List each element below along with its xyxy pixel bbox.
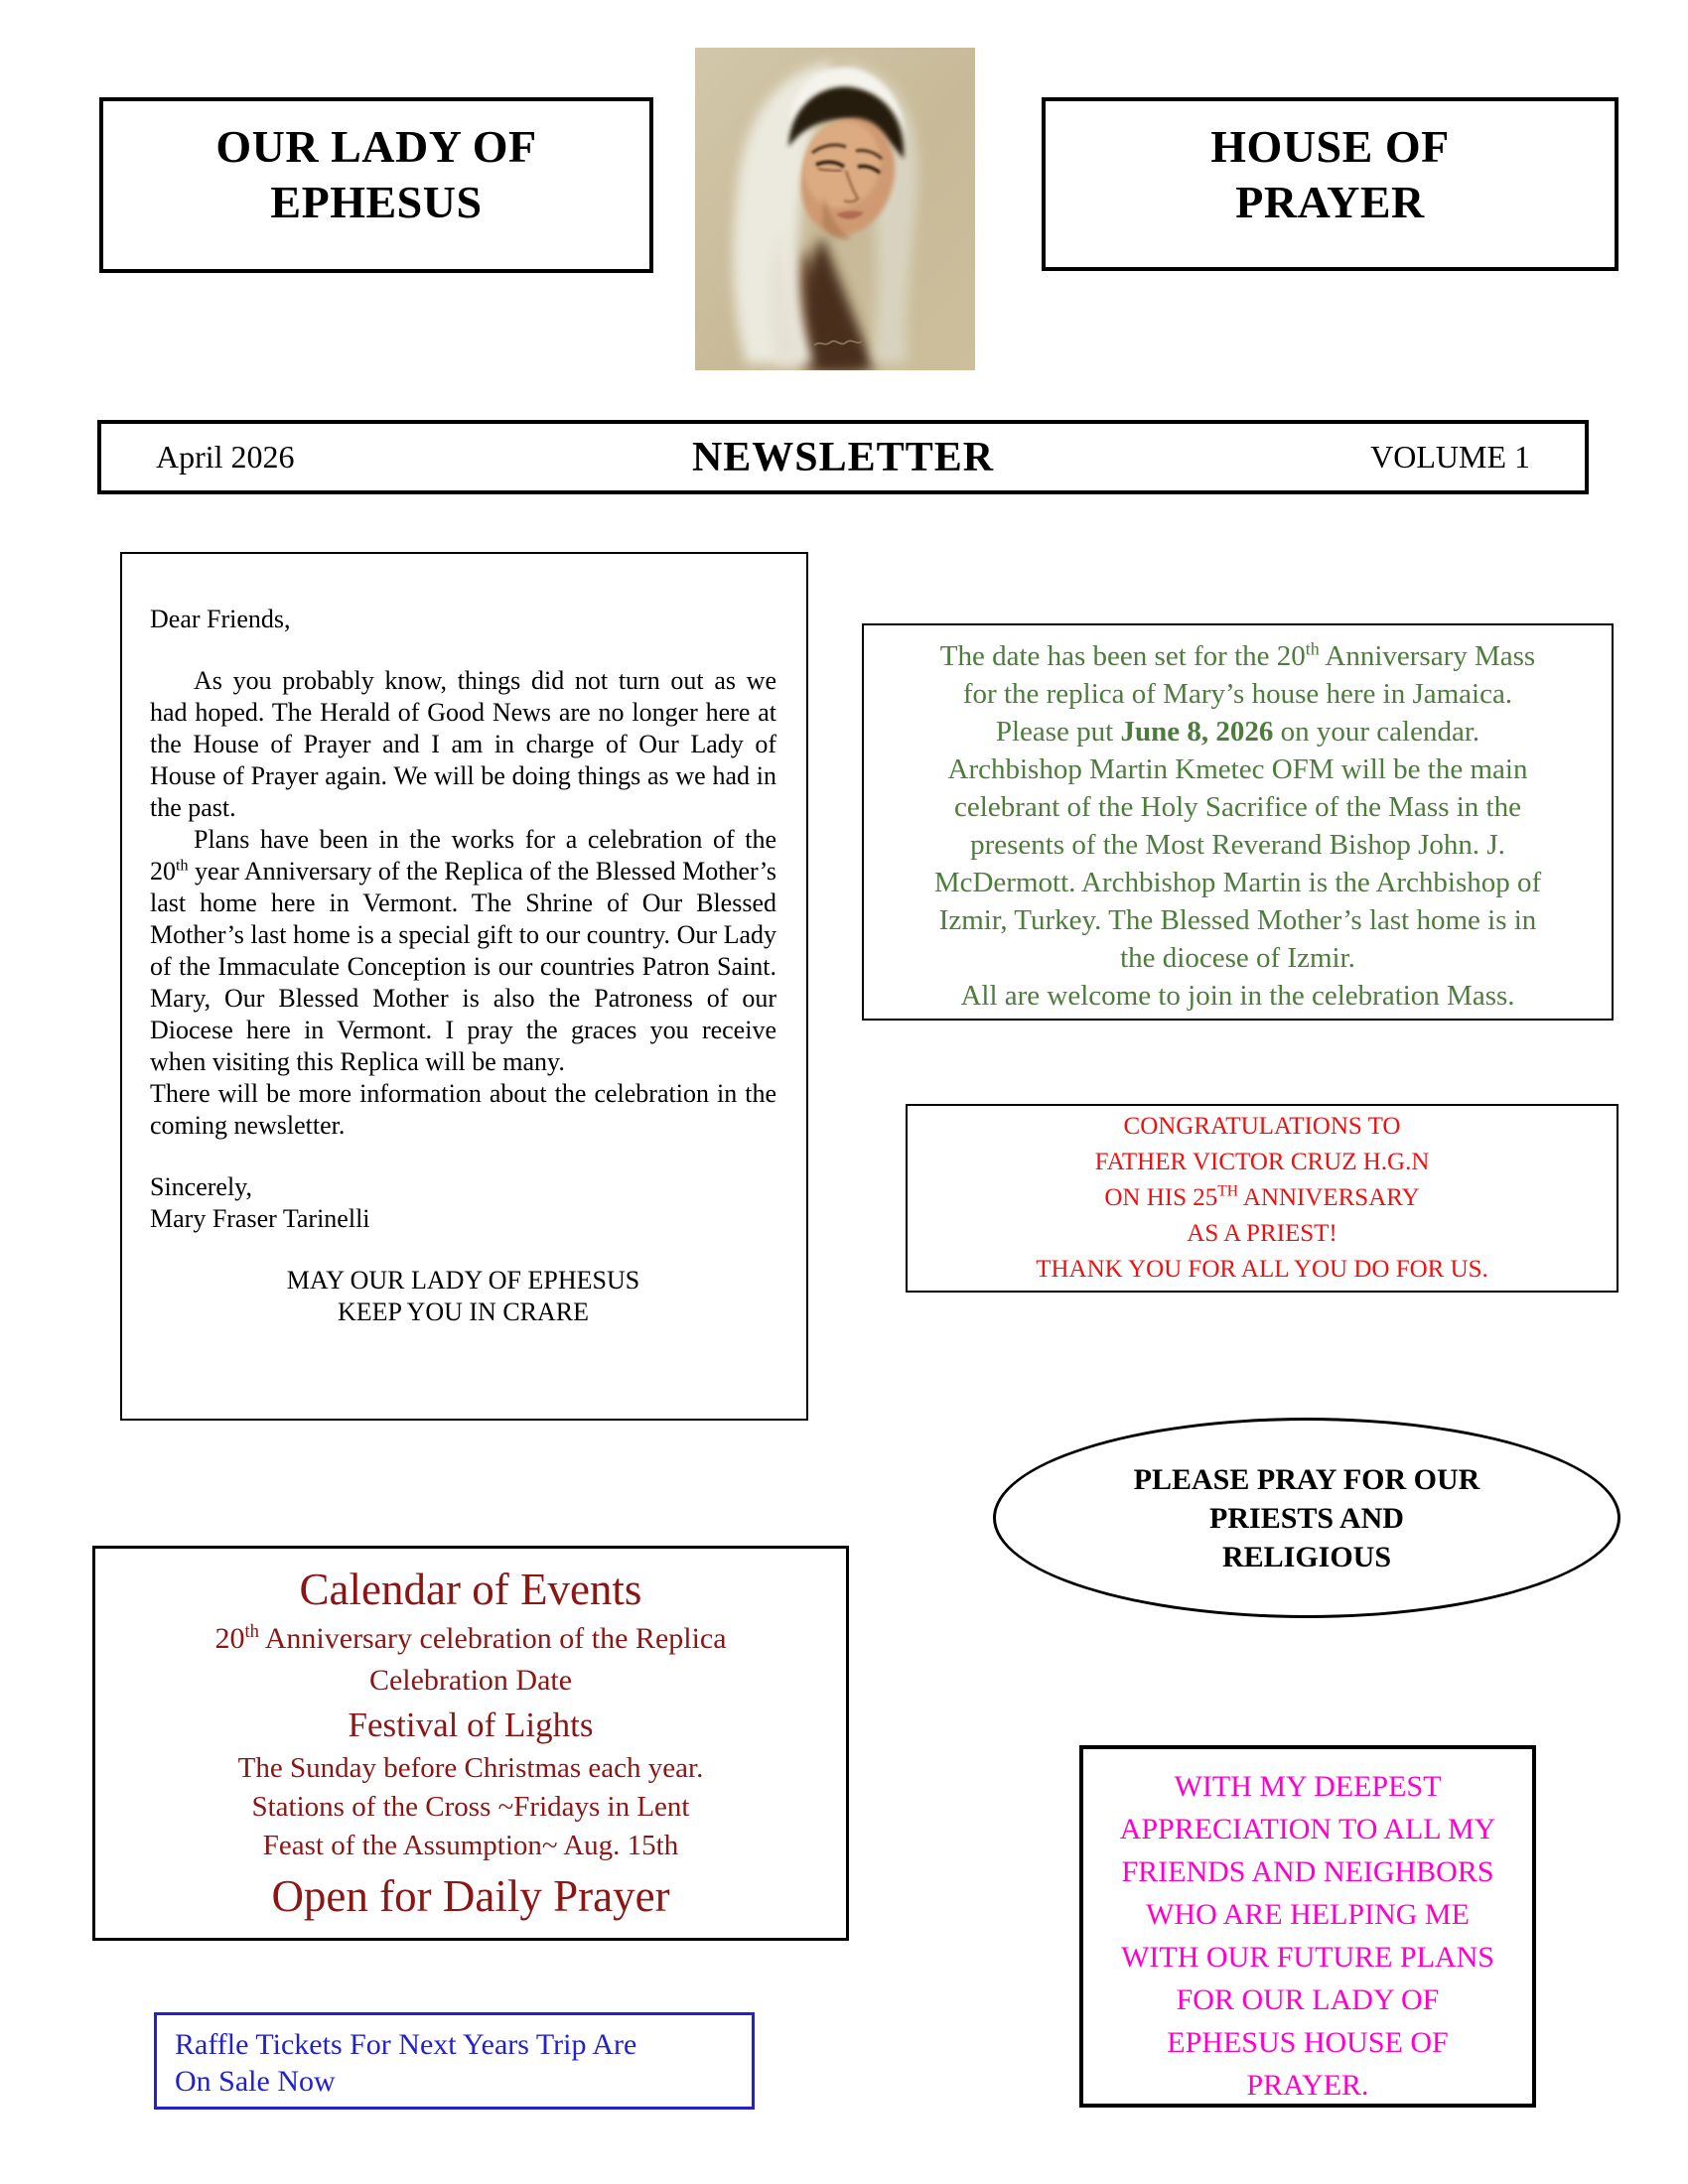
announcement-line-3-rest: on your calendar. — [1273, 716, 1480, 748]
letter-paragraph-1: As you probably know, things did not turn out as we had hoped. The Herald of Good News are no longer here at the House of Prayer and I am in charge of Our Lady of House of Prayer again. We will be doing things as we had in the past. — [150, 666, 776, 822]
announcement-line-8: Izmir, Turkey. The Blessed Mother’s last home is in — [938, 904, 1537, 936]
congrats-line-5: THANK YOU FOR ALL YOU DO FOR US. — [1036, 1256, 1488, 1283]
calendar-event-1-start: 20 — [214, 1622, 245, 1655]
right-masthead-title: HOUSE OF PRAYER — [1210, 121, 1450, 227]
calendar-event-4: The Sunday before Christmas each year. — [237, 1752, 704, 1784]
announcement-line-1 — [864, 637, 1612, 675]
newsletter-title: NEWSLETTER — [691, 434, 995, 480]
appreciation-line-4: WHO ARE HELPING ME — [1146, 1898, 1470, 1931]
blessing-line-2: KEEP YOU IN CRARE — [337, 1297, 590, 1326]
letter-spacer — [150, 1142, 776, 1171]
calendar-event-3: Festival of Lights — [348, 1706, 594, 1744]
prayer-request-ellipse — [993, 1418, 1620, 1618]
letter-paragraph-2-start: Plans have been in the works for a celebration of the 20 — [150, 825, 776, 886]
congrats-line-1: CONGRATULATIONS TO — [1123, 1113, 1401, 1140]
appreciation-line-2: APPRECIATION TO ALL MY — [1119, 1813, 1496, 1845]
congratulations-box — [906, 1104, 1618, 1293]
announcement-line-2: for the replica of Mary’s house here in Jamaica. — [962, 678, 1513, 710]
letter-box — [120, 552, 808, 1421]
announcement-line-9: the diocese of Izmir. — [1120, 942, 1355, 974]
prayer-line-2: PRIESTS AND — [1209, 1501, 1404, 1535]
announcement-line-1-rest: Anniversary Mass — [1319, 640, 1536, 672]
announcement-line-5: celebrant of the Holy Sacrifice of the Mass in the — [954, 791, 1521, 823]
our-lady-of-ephesus-title-box — [99, 97, 653, 273]
prayer-line-3: RELIGIOUS — [1221, 1540, 1392, 1573]
letter-paragraph-2-ordinal: th — [176, 857, 189, 875]
mary-portrait-image — [695, 48, 975, 370]
announcement-date-emphasis: June 8, 2026 — [1120, 716, 1274, 748]
volume-label: VOLUME 1 — [1370, 439, 1530, 475]
announcement-line-6: presents of the Most Reverand Bishop John. J. — [970, 829, 1505, 861]
issue-date: April 2026 — [156, 439, 295, 475]
letter-paragraph-2-rest: year Anniversary of the Replica of the Blessed Mother’s last home here in Vermont. The Shrine of Our Blessed Mother’s last home is a special gift to our country. Our Lady of the Immaculate Conception is our countries Patron Saint. Mary, Our Blessed Mother is also the Patroness of our Diocese here in Vermont. I pray the graces you receive when visiting this Replica will be many. — [150, 857, 776, 1076]
appreciation-line-7: EPHESUS HOUSE OF — [1167, 2026, 1449, 2059]
calendar-event-1-ordinal: th — [244, 1621, 259, 1642]
raffle-notice-box — [154, 2012, 755, 2110]
calendar-footer: Open for Daily Prayer — [271, 1871, 670, 1921]
letter-closing: Sincerely, — [150, 1172, 252, 1201]
congrats-line-2: FATHER VICTOR CRUZ H.G.N — [1094, 1149, 1430, 1175]
letter-salutation: Dear Friends, — [150, 605, 291, 633]
announcement-line-3 — [864, 713, 1612, 751]
left-masthead-title: OUR LADY OF EPHESUS — [215, 121, 537, 227]
issue-bar — [97, 420, 1589, 494]
letter-signature: Mary Fraser Tarinelli — [150, 1204, 370, 1233]
calendar-of-events-box — [92, 1546, 849, 1941]
prayer-line-1: PLEASE PRAY FOR OUR — [1133, 1462, 1480, 1496]
calendar-event-1-rest: Anniversary celebration of the Replica — [258, 1622, 727, 1655]
anniversary-announcement-box — [862, 623, 1614, 1021]
announcement-line-1-start: The date has been set for the 20 — [939, 640, 1306, 672]
appreciation-line-3: FRIENDS AND NEIGHBORS — [1121, 1855, 1494, 1888]
blessing-line-1: MAY OUR LADY OF EPHESUS — [286, 1266, 640, 1295]
appreciation-line-6: FOR OUR LADY OF — [1176, 1983, 1440, 2016]
congrats-line-4: AS A PRIEST! — [1187, 1220, 1337, 1247]
mary-portrait-svg — [695, 48, 975, 370]
congrats-line-3 — [908, 1180, 1617, 1216]
appreciation-line-1: WITH MY DEEPEST — [1174, 1770, 1442, 1803]
announcement-line-1-ordinal: th — [1305, 638, 1320, 659]
appreciation-line-8: PRAYER. — [1246, 2069, 1369, 2102]
calendar-title: Calendar of Events — [299, 1565, 642, 1614]
raffle-line-2: On Sale Now — [175, 2065, 336, 2098]
announcement-line-3-start: Please put — [995, 716, 1121, 748]
raffle-line-1: Raffle Tickets For Next Years Trip Are — [175, 2028, 637, 2061]
appreciation-line-5: WITH OUR FUTURE PLANS — [1121, 1941, 1494, 1974]
letter-paragraph-3: There will be more information about the celebration in the coming newsletter. — [150, 1079, 776, 1140]
calendar-event-1 — [95, 1618, 846, 1660]
appreciation-box — [1079, 1745, 1536, 2108]
announcement-line-7: McDermott. Archbishop Martin is the Archbishop of — [933, 867, 1542, 898]
calendar-event-6: Feast of the Assumption~ Aug. 15th — [262, 1830, 679, 1861]
announcement-line-4: Archbishop Martin Kmetec OFM will be the main — [947, 753, 1528, 785]
announcement-line-10: All are welcome to join in the celebration Mass. — [960, 980, 1515, 1012]
letter-paragraph-2 — [150, 824, 776, 1078]
letter-spacer — [150, 635, 776, 665]
congrats-line-3-rest: ANNIVERSARY — [1237, 1184, 1420, 1211]
calendar-event-5: Stations of the Cross ~Fridays in Lent — [251, 1791, 690, 1823]
house-of-prayer-title-box — [1042, 97, 1618, 271]
calendar-event-2: Celebration Date — [368, 1664, 573, 1697]
congrats-line-3-ordinal: TH — [1217, 1182, 1238, 1200]
letter-blessing — [150, 1265, 776, 1328]
congrats-line-3-start: ON HIS 25 — [1104, 1184, 1218, 1211]
